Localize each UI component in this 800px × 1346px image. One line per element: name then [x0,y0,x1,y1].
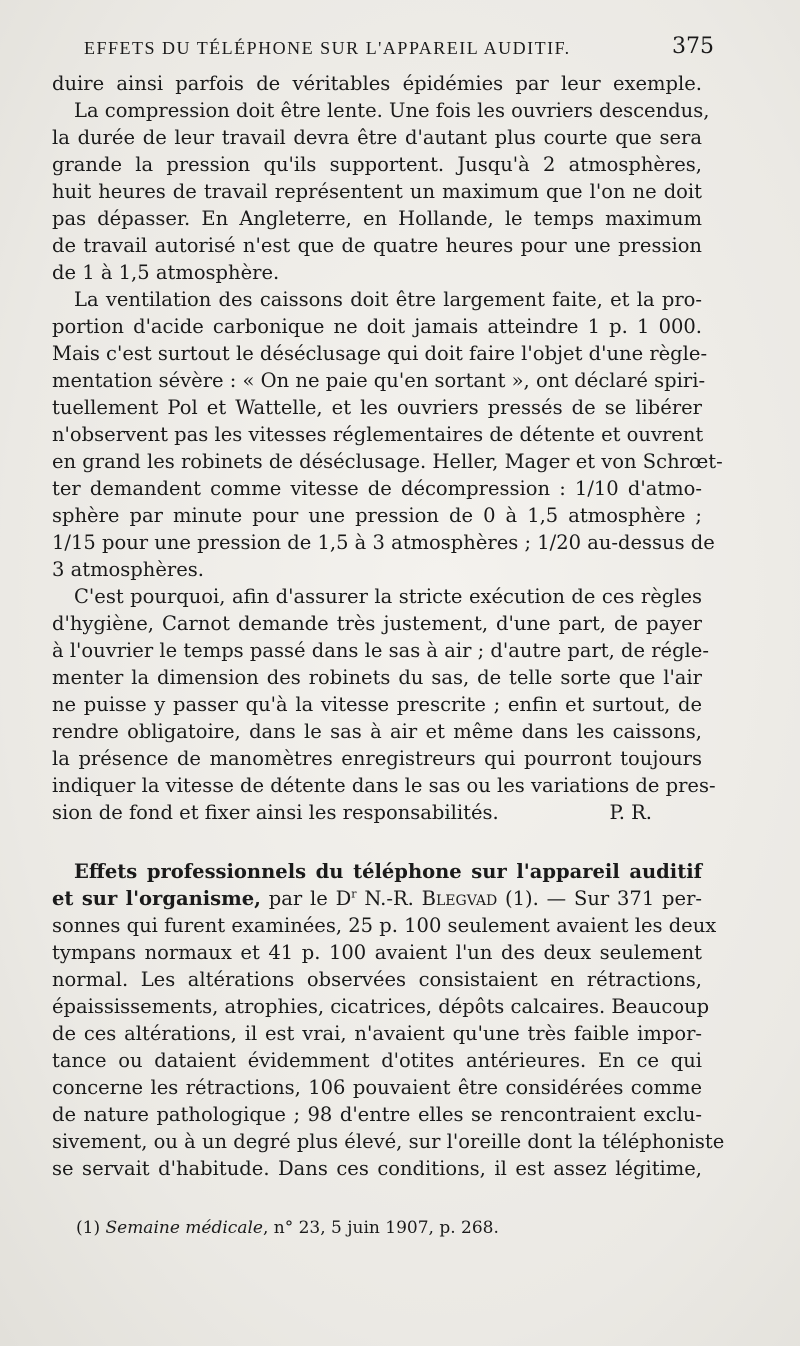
text-line: à l'ouvrier le temps passé dans le sas à air ; d'autre part, de régle- [52,639,709,662]
text-line: C'est pourquoi, afin d'assurer la stricte exécution de ces règles [74,585,702,608]
text-line: ne puisse y passer qu'à la vitesse prescrite ; enfin et surtout, de [52,693,702,716]
footnote-details: , n° 23, 5 juin 1907, p. 268. [262,1218,499,1238]
text-line: se servait d'habitude. Dans ces conditions, il est assez légitime, [52,1157,702,1180]
footnote-marker: (1) [76,1218,106,1238]
text-line: la durée de leur travail devra être d'autant plus courte que sera [52,126,702,149]
text-line: de 1 à 1,5 atmosphère. [52,261,280,284]
text-line: portion d'acide carbonique ne doit jamais atteindre 1 p. 1 000. [52,315,702,338]
section-title: Effets professionnels du téléphone sur l'appareil auditif [74,860,702,883]
text-line: de travail autorisé n'est que de quatre heures pour une pression [52,234,702,257]
text-line: ter demandent comme vitesse de décompression : 1/10 d'atmo- [52,477,702,500]
text-line: tympans normaux et 41 p. 100 avaient l'un des deux seulement [52,941,702,964]
text-line: tuellement Pol et Wattelle, et les ouvriers pressés de se libérer [52,396,702,419]
text-line: en grand les robinets de déséclusage. Heller, Mager et von Schrœt- [52,450,723,473]
text-line: indiquer la vitesse de détente dans le sas ou les variations de pres- [52,774,716,797]
text-line: 3 atmosphères. [52,558,204,581]
footnote [76,1216,499,1240]
text-line: sphère par minute pour une pression de 0 à 1,5 atmosphère ; [52,504,702,527]
author-surname: Blegvad [421,887,498,910]
text-line: concerne les rétractions, 106 pouvaient être considérées comme [52,1076,702,1099]
section-byline [52,885,702,912]
text-line: pas dépasser. En Angleterre, en Hollande, le temps maximum [52,207,702,230]
text-line: la présence de manomètres enregistreurs qui pourront toujours [52,747,702,770]
text-line-with-signature [52,799,702,826]
text-line: La compression doit être lente. Une fois les ouvriers descendus, [74,99,710,122]
text-line: rendre obligatoire, dans le sas à air et même dans les caissons, [52,720,702,743]
text-line: sion de fond et fixer ainsi les responsabilités. [52,801,499,824]
text-line: sivement, ou à un degré plus élevé, sur l'oreille dont la téléphoniste [52,1130,725,1153]
text-line: 1/15 pour une pression de 1,5 à 3 atmosphères ; 1/20 au-dessus de [52,531,715,554]
text-line: duire ainsi parfois de véritables épidémies par leur exemple. [52,72,702,95]
text-line: sonnes qui furent examinées, 25 p. 100 seulement avaient les deux [52,914,717,937]
text-line: n'observent pas les vitesses réglementaires de détente et ouvrent [52,423,704,446]
section-title-continued: et sur l'organisme, [52,887,261,910]
text-line: menter la dimension des robinets du sas, de telle sorte que l'air [52,666,702,689]
text-line: épaississements, atrophies, cicatrices, dépôts calcaires. Beaucoup [52,995,710,1018]
text-line: d'hygiène, Carnot demande très justement, d'une part, de payer [52,612,702,635]
text-line: tance ou dataient évidemment d'otites antérieures. En ce qui [52,1049,702,1072]
running-header [84,34,714,64]
page-number: 375 [672,34,714,59]
text-line: normal. Les altérations observées consistaient en rétractions, [52,968,702,991]
text-line: grande la pression qu'ils supportent. Jusqu'à 2 atmosphères, [52,153,702,176]
text-line: mentation sévère : « On ne paie qu'en sortant », ont déclaré spiri- [52,369,706,392]
author-initials: N.-R. [356,887,422,910]
author-signature: P. R. [609,801,652,824]
byline-suffix: (1). — Sur 371 per- [497,887,702,910]
text-line: Mais c'est surtout le déséclusage qui doit faire l'objet d'une règle- [52,342,708,365]
text-line: La ventilation des caissons doit être largement faite, et la pro- [74,288,702,311]
byline-superscript: r [351,887,357,901]
text-line: huit heures de travail représentent un maximum que l'on ne doit [52,180,702,203]
section-gap [52,826,702,858]
text-line: de nature pathologique ; 98 d'entre elles se rencontraient exclu- [52,1103,702,1126]
text-line: de ces altérations, il est vrai, n'avaient qu'une très faible impor- [52,1022,702,1045]
byline-prefix: par le D [260,887,352,910]
body-text [52,70,725,1182]
footnote-source: Semaine médicale [105,1218,263,1238]
running-title: EFFETS DU TÉLÉPHONE SUR L'APPAREIL AUDITIF. [84,38,571,58]
